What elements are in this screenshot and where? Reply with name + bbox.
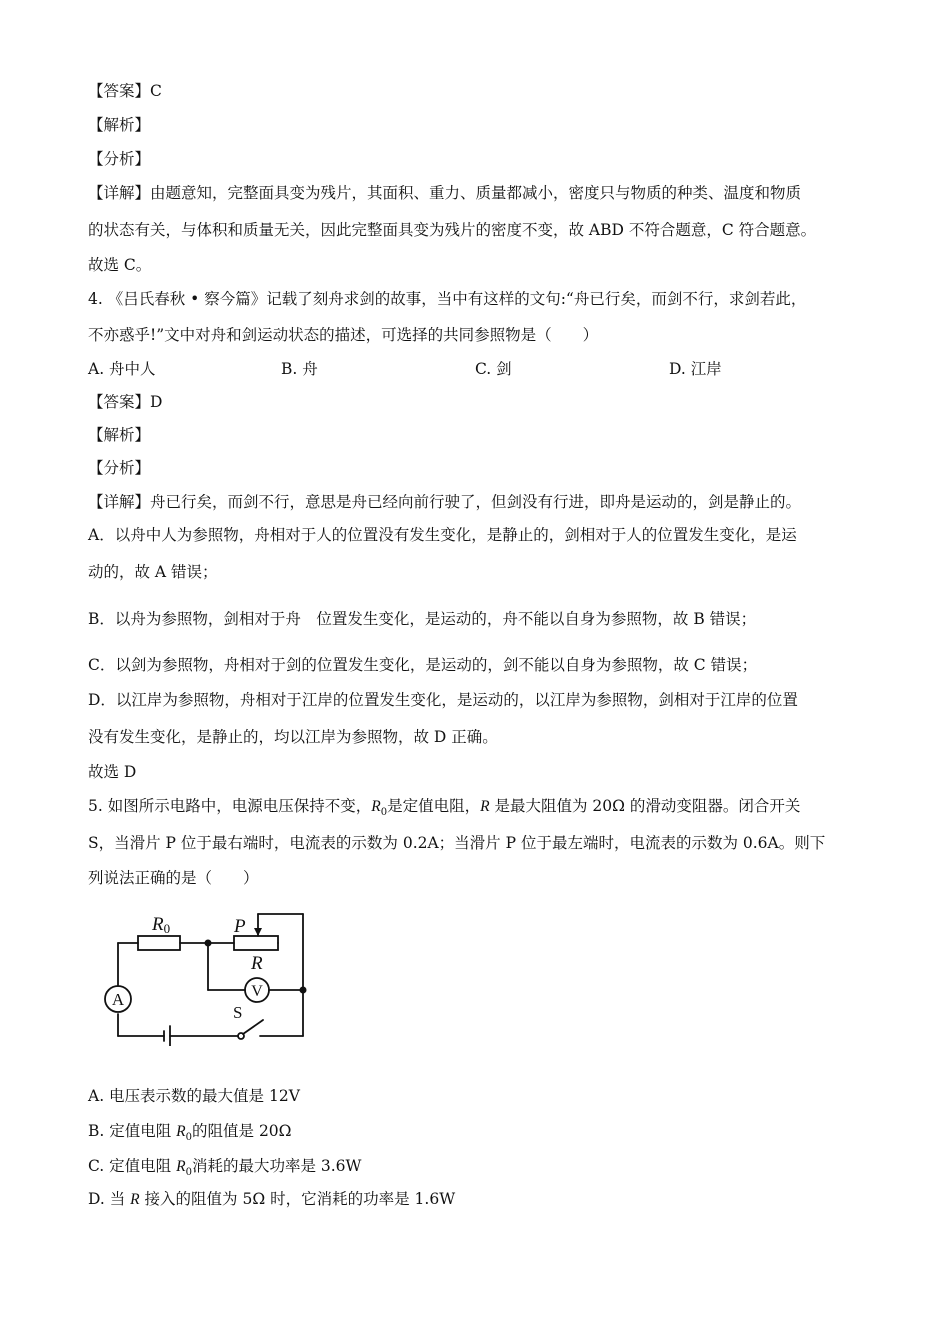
q4-answer: 【答案】D (88, 393, 163, 411)
q3-fenxi-tag: 【分析】 (88, 150, 151, 168)
q3-analysis-tag: 【解析】 (88, 116, 151, 134)
q4-conclusion: 故选 D (88, 763, 137, 781)
label-s: S (233, 1003, 243, 1022)
q5-option-c: C. 定值电阻 $R_0$消耗的最大功率是 3.6W (88, 1157, 362, 1179)
q5-stem-line1: 5. 如图所示电路中，电源电压保持不变，$R_0$是定值电阻，R 是最大阻值为 20Ω 的滑动变阻器。闭合开关 (88, 797, 801, 819)
q4-explain-c: C．以剑为参照物，舟相对于剑的位置发生变化，是运动的，剑不能以自身为参照物，故 C 错误； (88, 656, 758, 674)
label-v: V (251, 983, 263, 1000)
q4-option-a: A. 舟中人 (88, 360, 156, 378)
label-r0: R0 (152, 914, 171, 936)
q5-stem-line3: 列说法正确的是（ ） (88, 869, 259, 887)
q5-stem-line2: S，当滑片 P 位于最右端时，电流表的示数为 0.2A；当滑片 P 位于最左端时，电流表的示数为 0.6A。则下 (88, 834, 826, 852)
q5-option-a: A. 电压表示数的最大值是 12V (88, 1087, 300, 1105)
q4-explain-a-line2: 动的，故 A 错误； (88, 563, 218, 581)
q4-explain-b: B．以舟为参照物，剑相对于舟 位置发生变化，是运动的，舟不能以自身为参照物，故 B 错误； (88, 610, 757, 628)
rheostat-r (234, 936, 278, 950)
q4-option-c: C. 剑 (475, 360, 512, 378)
label-a: A (111, 990, 125, 1009)
q5-option-b: B. 定值电阻 $R_0$的阻值是 20Ω (88, 1122, 292, 1144)
q4-explain-d-line2: 没有发生变化，是静止的，均以江岸为参照物，故 D 正确。 (88, 728, 498, 746)
q3-answer: 【答案】C (88, 82, 162, 100)
q4-analysis-tag: 【解析】 (88, 426, 151, 444)
q4-explain-d-line1: D．以江岸为参照物，舟相对于江岸的位置发生变化，是运动的，以江岸为参照物，剑相对于江岸的位置 (88, 691, 798, 709)
q4-fenxi-tag: 【分析】 (88, 459, 151, 477)
q4-stem-line2: 不亦惑乎!”文中对舟和剑运动状态的描述，可选择的共同参照物是（ ） (88, 326, 599, 344)
slider-arrow-icon (254, 928, 262, 936)
switch-s (243, 1020, 263, 1034)
label-r: R (251, 953, 263, 974)
circuit-diagram (98, 906, 318, 1046)
q3-detail-line2: 的状态有关，与体积和质量无关，因此完整面具变为残片的密度不变，故 ABD 不符合题意，C 符合题意。 (88, 221, 817, 239)
resistor-r0 (138, 936, 180, 950)
q3-conclusion: 故选 C。 (88, 256, 152, 274)
q4-detail: 【详解】舟已行矣，而剑不行，意思是舟已经向前行驶了，但剑没有行进，即舟是运动的，剑是静止的。 (88, 493, 802, 511)
q4-explain-a-line1: A．以舟中人为参照物，舟相对于人的位置没有发生变化，是静止的，剑相对于人的位置发生变化，是运 (88, 526, 797, 544)
q4-option-b: B. 舟 (281, 360, 318, 378)
q4-option-d: D. 江岸 (669, 360, 722, 378)
q3-detail-line1: 【详解】由题意知，完整面具变为残片，其面积、重力、质量都减小，密度只与物质的种类、温度和物质 (88, 184, 802, 202)
q4-stem-line1: 4. 《吕氏春秋 • 察今篇》记载了刻舟求剑的故事，当中有这样的文句:“舟已行矣，而剑不行，求剑若此， (88, 290, 807, 308)
label-p: P (234, 916, 246, 937)
q5-option-d: D. 当 R 接入的阻值为 5Ω 时，它消耗的功率是 1.6W (88, 1190, 456, 1208)
